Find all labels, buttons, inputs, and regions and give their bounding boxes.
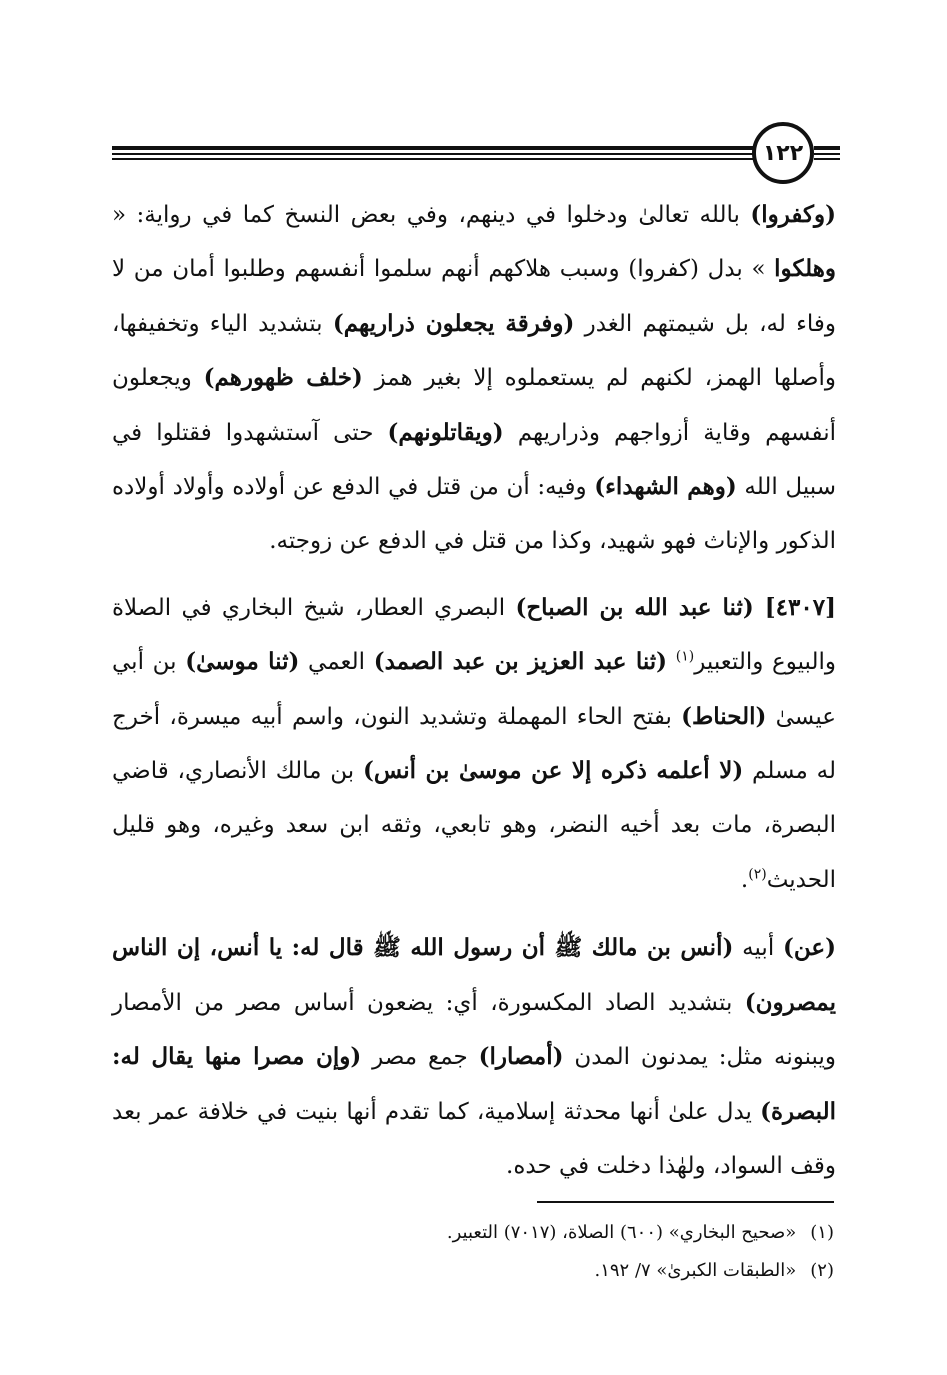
text-span: العمي: [299, 649, 374, 676]
text-span: بن مالك الأنصاري، قاضي البصرة، مات بعد أخيه النضر، وهو تابعي، وثقه ابن سعد وغيره، وهو قليل الحديث: [112, 758, 836, 893]
bold-text-span: (أمصارا): [478, 1043, 564, 1071]
footnotes: [112, 1214, 834, 1290]
footnote-number: (١): [810, 1222, 834, 1243]
text-span: بتشديد الصاد المكسورة، أي: يضعون أساس مصر من الأمصار ويبنونه مثل: يمدنون المدن: [112, 989, 836, 1071]
bold-text-span: (خلف ظهورهم): [203, 364, 363, 392]
header-rule: [112, 153, 760, 155]
footnote-text: «الطبقات الكبرىٰ» ٧/ ١٩٢.: [594, 1260, 797, 1281]
text-span: يدل علىٰ أنها محدثة إسلامية، كما تقدم أنها بنيت في خلافة عمر بعد وقف السواد، ولهٰذا دخلت في حده.: [112, 1098, 836, 1179]
bold-text-span: [٤٣٠٧] (ثنا عبد الله بن الصباح): [515, 593, 836, 621]
footnote-text: «صحيح البخاري» (٦٠٠) الصلاة، (٧٠١٧) التعبير.: [446, 1222, 797, 1243]
header-rule: [814, 146, 840, 150]
text-span: .: [740, 866, 749, 893]
footnote: [112, 1214, 834, 1252]
header-rule: [814, 153, 840, 155]
paragraph: [112, 921, 836, 1193]
footnote: [112, 1252, 834, 1290]
text-span: وفيه: أن من قتل في الدفع عن أولاده وأولاد أولاده الذكور والإناث فهو شهيد، وكذا من قتل في الدفع عن زوجته.: [112, 474, 836, 555]
paragraph: [112, 581, 836, 907]
text-span: بن أبي عيسىٰ: [112, 649, 836, 730]
body-text: [112, 188, 836, 1193]
paragraph: [112, 188, 836, 569]
text-span: بالله تعالىٰ ودخلوا في دينهم، وفي بعض النسخ كما في رواية: «: [112, 202, 751, 228]
bold-text-span: (ثنا موسىٰ): [185, 648, 300, 676]
text-span: [667, 649, 676, 675]
text-span: بتشديد الياء وتخفيفها، وأصلها الهمز، لكنهم لم يستعملوه إلا بغير همز: [112, 310, 836, 392]
header-rule: [112, 146, 760, 150]
text-span: ويجعلون أنفسهم وقاية أزواجهم وذراريهم: [112, 365, 836, 446]
bold-text-span: (وفرقة يجعلون ذراريهم): [332, 309, 575, 337]
bold-text-span: (الحناط): [681, 702, 767, 730]
bold-text-span: (لا أعلمه ذكره إلا عن موسىٰ بن أنس): [363, 757, 744, 785]
bold-text-span: (وهم الشهداء): [594, 473, 737, 501]
bold-text-span: (وكفروا): [750, 201, 836, 228]
footnote-number: (٢): [810, 1260, 834, 1281]
text-span: حتى آستشهدوا فقتلوا في سبيل الله: [112, 419, 836, 501]
bold-text-span: (ويقاتلونهم): [387, 418, 504, 446]
page-number: ١٢٢: [762, 140, 804, 166]
text-span: جمع مصر: [361, 1044, 479, 1071]
bold-text-span: (وإن مصرا منها يقال له: البصرة): [112, 1043, 836, 1125]
text-span: » بدل (كفروا) وسبب هلاكهم أنهم سلموا أنفسهم وطلبوا أمان من لا وفاء له، بل شيمتهم الغدر: [112, 256, 836, 337]
bold-text-span: (ثنا عبد العزيز بن عبد الصمد): [373, 648, 668, 676]
footnote-reference: (٢): [748, 866, 767, 883]
bold-text-span: وهلكوا: [774, 255, 836, 283]
footnote-reference: (١): [675, 648, 695, 665]
header-rule: [112, 158, 760, 160]
footnote-separator: [537, 1201, 834, 1203]
bold-text-span: (أنس بن مالك ﷺ أن رسول الله ﷺ قال له: يا أنس، إن الناس يمصرون): [112, 934, 836, 1016]
text-span: البصري العطار، شيخ البخاري في الصلاة والبيوع والتعبير: [112, 594, 837, 676]
header-rule: [814, 158, 840, 160]
text-span: أبيه: [733, 935, 784, 962]
page-header: [112, 122, 840, 184]
page-number-badge: [752, 122, 814, 184]
bold-text-span: (عن): [783, 934, 837, 962]
text-span: بفتح الحاء المهملة وتشديد النون، واسم أبيه ميسرة، أخرج له مسلم: [112, 703, 836, 785]
